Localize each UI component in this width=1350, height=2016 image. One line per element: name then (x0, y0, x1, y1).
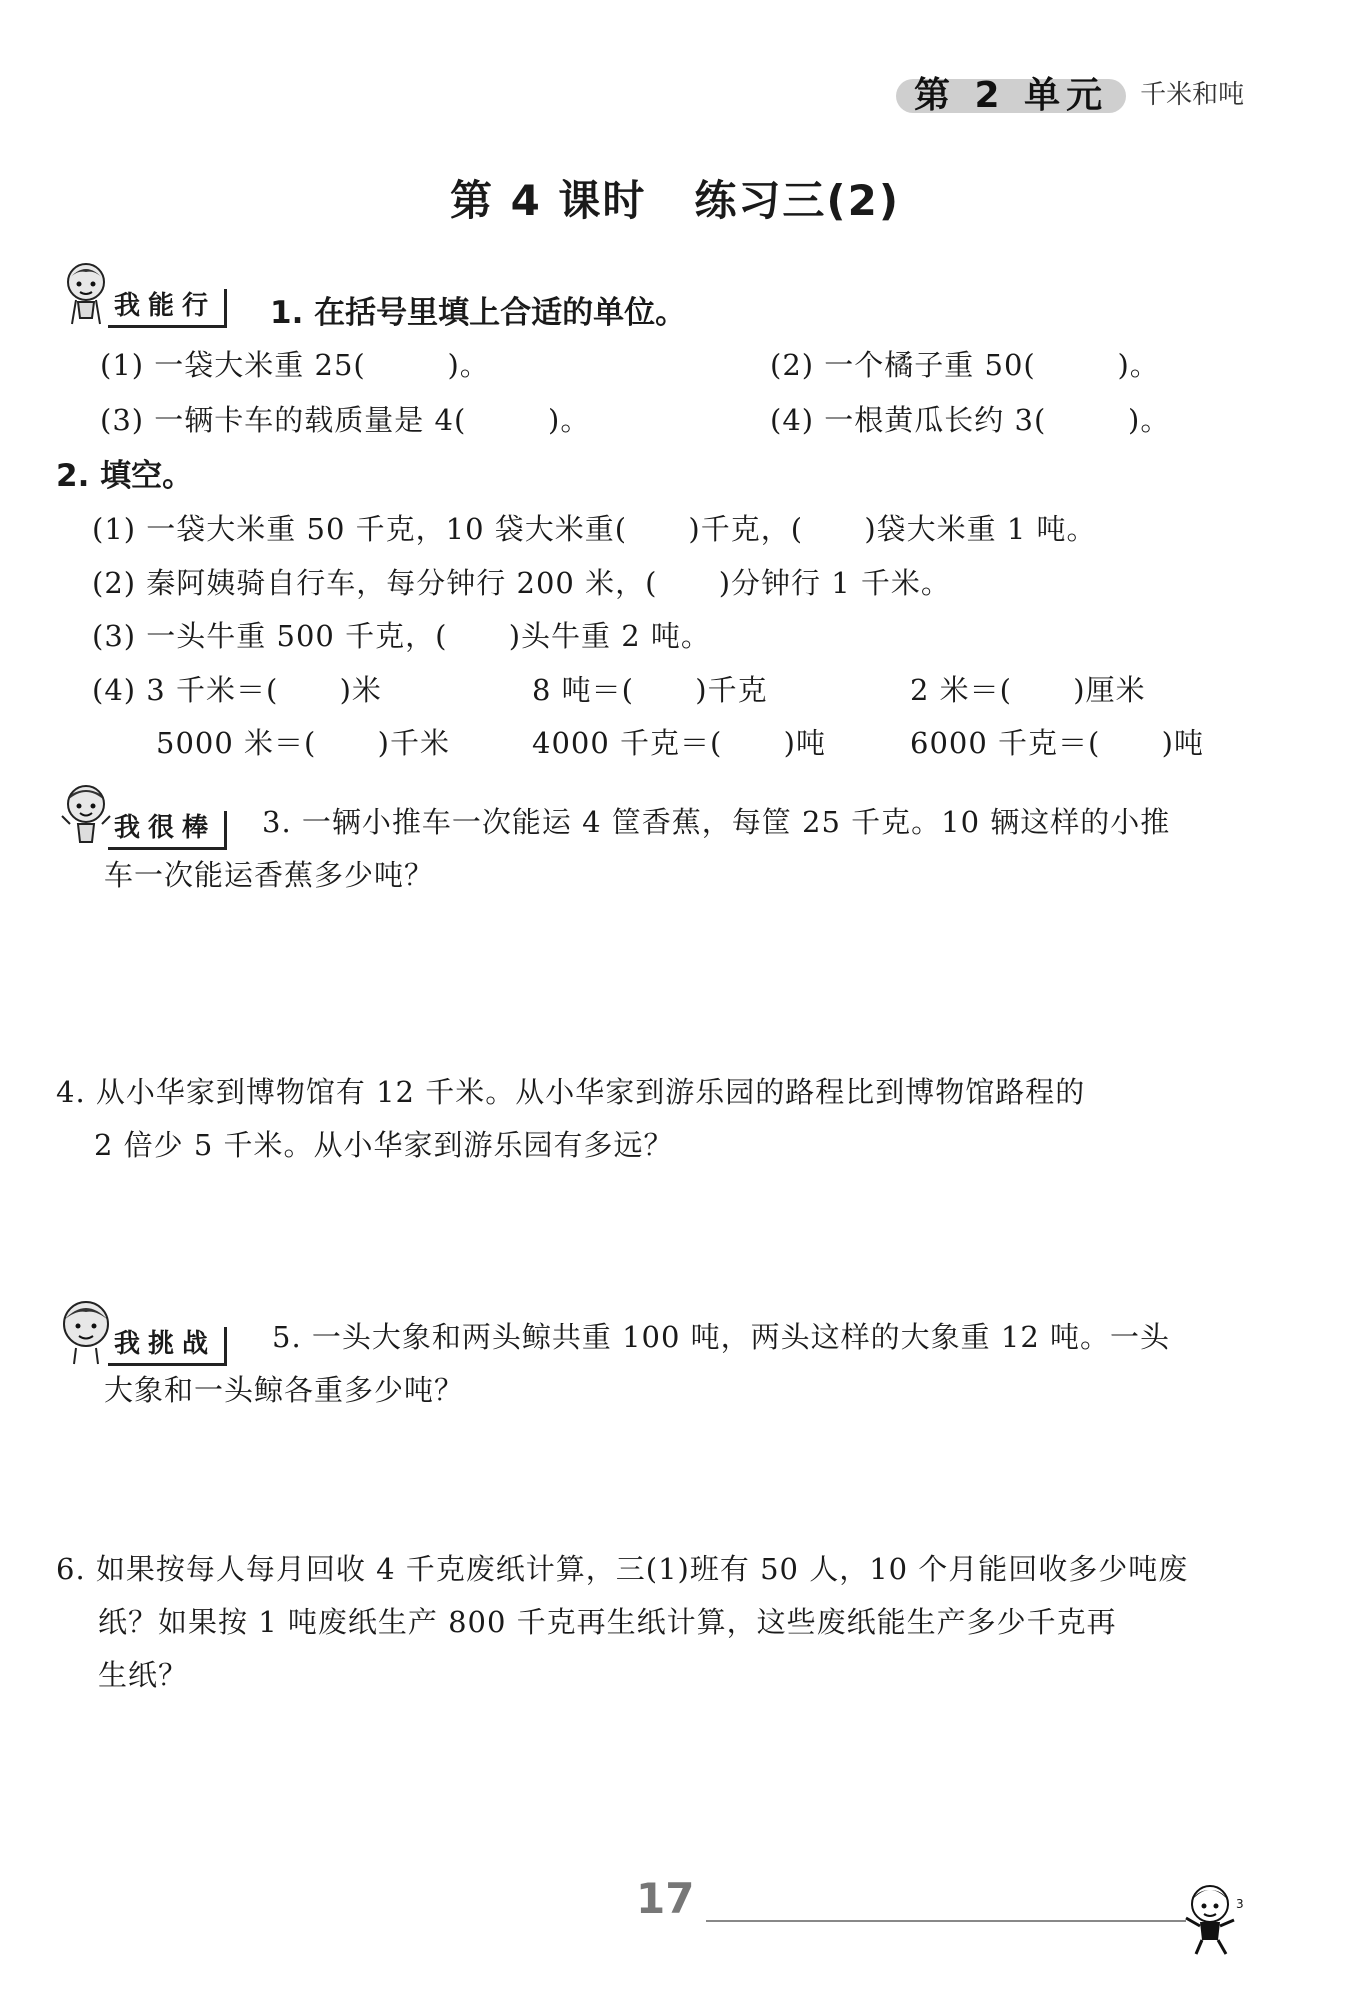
q1-item-3: (3) 一辆卡车的载质量是 4( )。 (100, 403, 591, 437)
q5-line-1: 5. 一头大象和两头鲸共重 100 吨，两头这样的大象重 12 吨。一头 (272, 1320, 1171, 1354)
q2-item-1: (1) 一袋大米重 50 千克，10 袋大米重( )千克，( )袋大米重 1 吨。 (92, 512, 1097, 546)
q1-title: 1. 在括号里填上合适的单位。 (270, 295, 687, 331)
unit-subtitle: 千米和吨 (1140, 79, 1245, 110)
page-number: 17 (636, 1874, 695, 1923)
unit-label: 第 2 单元 (896, 69, 1126, 115)
q4-line-2: 2 倍少 5 千米。从小华家到游乐园有多远？ (94, 1128, 674, 1162)
q6-line-3: 生纸？ (98, 1658, 189, 1692)
q2-title: 2. 填空。 (56, 458, 194, 494)
q2-conv-4: 5000 米＝( )千米 (156, 726, 450, 760)
q2-item-2: (2) 秦阿姨骑自行车，每分钟行 200 米，( )分钟行 1 千米。 (92, 566, 951, 600)
q2-item-3: (3) 一头牛重 500 千克，( )头牛重 2 吨。 (92, 619, 711, 653)
boy-mascot-icon (56, 780, 116, 850)
q1-item-1: (1) 一袋大米重 25( )。 (100, 348, 490, 382)
badge-can-label: 我能行 (108, 289, 227, 328)
girl-mascot-icon (56, 258, 116, 328)
footer-mascot-icon (1176, 1878, 1248, 1958)
footer-divider (706, 1920, 1186, 1922)
badge-challenge (56, 1296, 227, 1366)
q5-line-2: 大象和一头鲸各重多少吨？ (104, 1373, 465, 1407)
q1-item-4: (4) 一根黄瓜长约 3( )。 (770, 403, 1171, 437)
badge-great-label: 我很棒 (108, 811, 227, 850)
q1-item-2: (2) 一个橘子重 50( )。 (770, 348, 1160, 382)
q2-conv-2: 8 吨＝( )千克 (532, 673, 768, 707)
q3-line-1: 3. 一辆小推车一次能运 4 筐香蕉，每筐 25 千克。10 辆这样的小推 (262, 805, 1171, 839)
q2-conv-1: (4) 3 千米＝( )米 (92, 673, 382, 707)
q3-line-2: 车一次能运香蕉多少吨？ (104, 858, 435, 892)
badge-challenge-label: 我挑战 (108, 1327, 227, 1366)
lesson-title (0, 168, 1350, 228)
q6-line-2: 纸？如果按 1 吨废纸生产 800 千克再生纸计算，这些废纸能生产多少千克再 (98, 1605, 1117, 1639)
kids-mascot-icon (56, 1296, 116, 1366)
svg-text:3: 3 (1236, 1897, 1244, 1911)
unit-header (896, 64, 1244, 120)
lesson-name: 练习三(2) (694, 176, 901, 225)
q6-line-1: 6. 如果按每人每月回收 4 千克废纸计算，三(1)班有 50 人，10 个月能回收多少吨废 (56, 1552, 1189, 1586)
q4-line-1: 4. 从小华家到博物馆有 12 千米。从小华家到游乐园的路程比到博物馆路程的 (56, 1075, 1086, 1109)
q2-conv-3: 2 米＝( )厘米 (910, 673, 1146, 707)
badge-can (56, 258, 227, 328)
lesson-number: 第 4 课时 (449, 176, 647, 225)
q2-conv-5: 4000 千克＝( )吨 (532, 726, 826, 760)
q2-conv-6: 6000 千克＝( )吨 (910, 726, 1204, 760)
badge-great (56, 780, 227, 850)
